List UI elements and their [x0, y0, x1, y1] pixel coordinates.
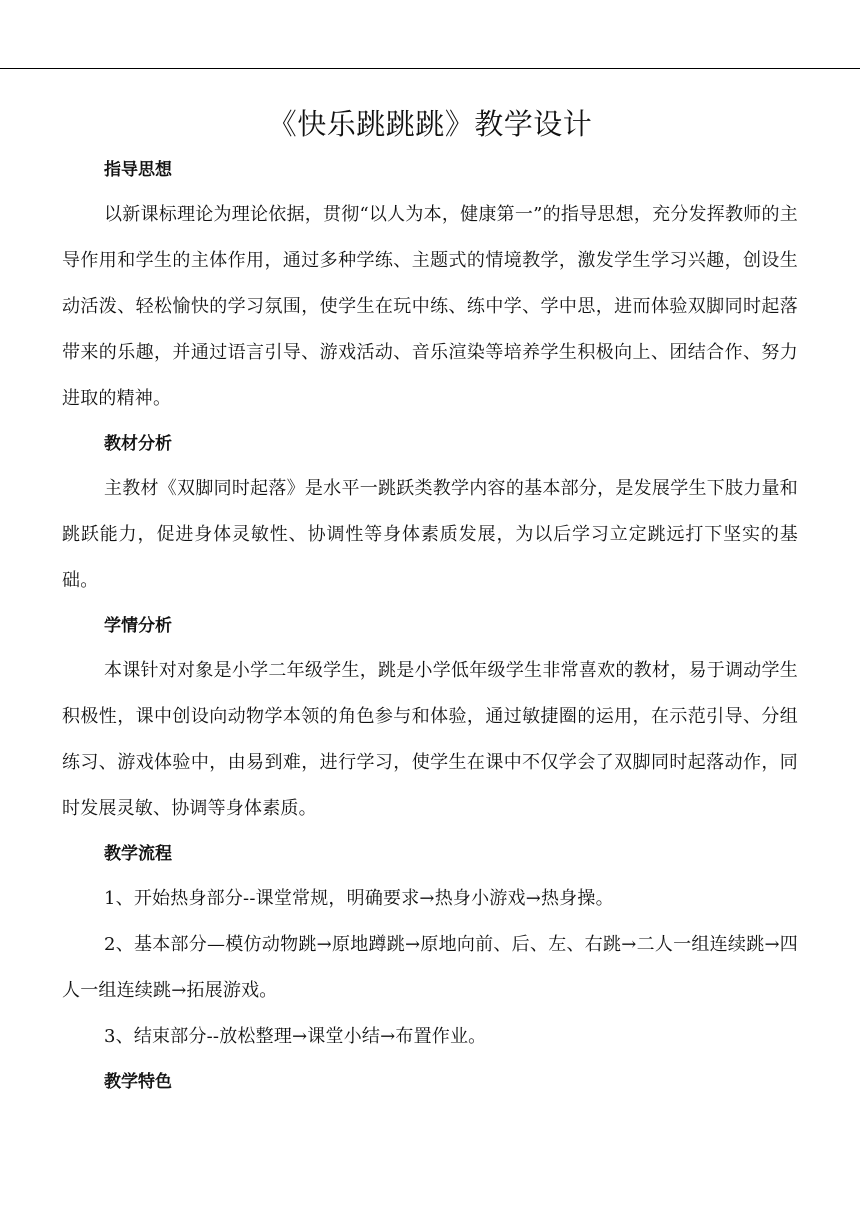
section-teaching-features	[62, 1060, 798, 1104]
section-paragraph: 以新课标理论为理论依据，贯彻“以人为本，健康第一”的指导思想，充分发挥教师的主导作用和学生的主体作用，通过多种学练、主题式的情境教学，激发学生学习兴趣，创设生动活泼、轻松愉快的学习氛围，使学生在玩中练、练中学、学中思，进而体验双脚同时起落带来的乐趣，并通过语言引导、游戏活动、音乐渲染等培养学生积极向上、团结合作、努力进取的精神。	[62, 204, 798, 409]
section-heading: 指导思想	[104, 160, 172, 180]
flow-step-3: 3、结束部分--放松整理→课堂小结→布置作业。	[104, 1026, 487, 1047]
header-rule	[0, 68, 860, 69]
section-material-analysis	[62, 422, 798, 604]
section-heading: 学情分析	[104, 616, 172, 636]
flow-step-2: 2、基本部分—模仿动物跳→原地蹲跳→原地向前、后、左、右跳→二人一组连续跳→四人一组连续跳→拓展游戏。	[62, 934, 798, 1001]
document-title: 《快乐跳跳跳》教学设计	[267, 107, 593, 141]
section-heading: 教学流程	[104, 844, 172, 864]
document-page	[62, 102, 798, 1104]
section-paragraph: 本课针对对象是小学二年级学生，跳是小学低年级学生非常喜欢的教材，易于调动学生积极性，课中创设向动物学本领的角色参与和体验，通过敏捷圈的运用，在示范引导、分组练习、游戏体验中，由易到难，进行学习，使学生在课中不仅学会了双脚同时起落动作，同时发展灵敏、协调等身体素质。	[62, 660, 798, 819]
section-teaching-flow	[62, 832, 798, 1060]
flow-step-1: 1、开始热身部分--课堂常规，明确要求→热身小游戏→热身操。	[104, 888, 614, 909]
section-student-analysis	[62, 604, 798, 832]
section-heading: 教学特色	[104, 1072, 172, 1092]
section-guiding-ideology	[62, 148, 798, 422]
section-heading: 教材分析	[104, 434, 172, 454]
section-paragraph: 主教材《双脚同时起落》是水平一跳跃类教学内容的基本部分，是发展学生下肢力量和跳跃能力，促进身体灵敏性、协调性等身体素质发展，为以后学习立定跳远打下坚实的基础。	[62, 478, 798, 591]
